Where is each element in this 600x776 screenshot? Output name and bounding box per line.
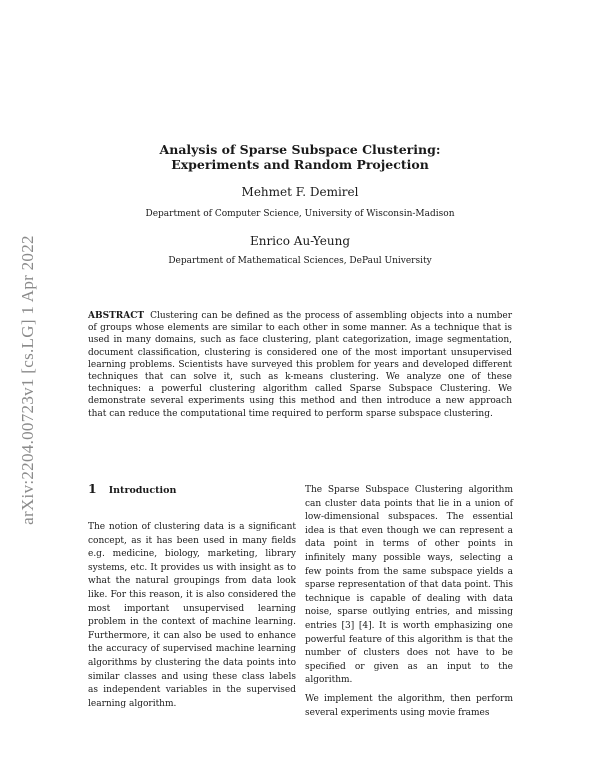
author-affiliation: Department of Computer Science, University of Wisconsin-Madison bbox=[145, 209, 455, 219]
abstract-text: Clustering can be defined as the process of assembling objects into a number of groups whose elements are similar to each other in some manner. As a technique that is used in many domains, such as face clustering, plant categorization, image segmentation, document classification, clustering is considered one of the most important unsupervised learning problems. Scientists have surveyed this problem for years and developed different techniques that can solve it, such as k-means clustering. We analyze one of these techniques: a powerful clustering algorithm called Sparse Subspace Clustering. We demonstrate several experiments using this method and then introduce a new approach that can reduce the computational time required to perform sparse subspace clustering. bbox=[88, 311, 512, 419]
arxiv-stamp bbox=[10, 200, 46, 560]
arxiv-stamp-text: arXiv:2204.00723v1 [cs.LG] 1 Apr 2022 bbox=[18, 235, 37, 525]
author-name: Enrico Au-Yeung bbox=[249, 234, 351, 248]
title-line-1: Analysis of Sparse Subspace Clustering: bbox=[159, 142, 441, 157]
title-line-2: Experiments and Random Projection bbox=[171, 157, 429, 172]
paragraph: We implement the algorithm, then perform several experiments using movie frames bbox=[305, 693, 513, 718]
section-heading bbox=[88, 481, 176, 496]
paragraph: The Sparse Subspace Clustering algorithm can cluster data points that lie in a union of low-dimensional subspaces. The essential idea is that even though we can represent a data point in terms of other points in infinitely many possible ways, selecting a few points from the same subspace yields a sparse representation of that data point. This technique is capable of dealing with data noise, sparse outlying entries, and missing entries [3] [4]. It is worth emphasizing one powerful feature of this algorithm is that the number of clusters does not have to be specified or given as an input to the algorithm. bbox=[305, 485, 513, 686]
paragraph: The notion of clustering data is a significant concept, as it has been used in many fields e.g. medicine, biology, marketing, library systems, etc. It provides us with insight as to what the natural groupings from data look like. For this reason, it is also considered the most important unsupervised learning problem in the context of machine learning. Furthermore, it can also be used to enhance the accuracy of supervised machine learning algorithms by clustering the data points into similar classes and using these class labels as independent variables in the supervised learning algorithm. bbox=[88, 522, 296, 709]
right-column bbox=[305, 484, 513, 720]
left-column bbox=[88, 521, 296, 711]
abstract-label: ABSTRACT bbox=[88, 311, 145, 321]
author-name: Mehmet F. Demirel bbox=[241, 185, 359, 199]
section-number: 1 bbox=[88, 481, 97, 496]
section-title: Introduction bbox=[108, 485, 177, 496]
abstract bbox=[88, 310, 512, 420]
author-affiliation: Department of Mathematical Sciences, DePaul University bbox=[168, 256, 432, 266]
paper-title bbox=[90, 142, 510, 172]
